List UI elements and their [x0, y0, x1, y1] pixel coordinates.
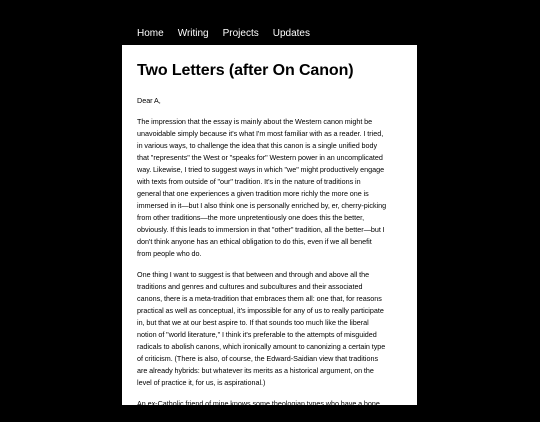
- paragraph-2-line: One thing I want to suggest is that between and through and above all the: [137, 270, 370, 279]
- paragraph-1-line: general that one experiences a given tradition more richly the more one is: [137, 189, 369, 198]
- paragraph-2-line: practical as well as conceptual, it's impossible for any of us to really participate: [137, 306, 384, 315]
- paragraph-2-line: canons, there is a meta-tradition that embraces them all: one that, for reasons: [137, 294, 382, 303]
- paragraph-2-line: of criticism. (There is also, of course, the Edward-Saidian view that traditions: [137, 354, 379, 363]
- paragraph-2-line: traditions and genres and cultures and subcultures and their associated: [137, 282, 363, 291]
- paragraph-2-line: in, but that we at our best aspire to. If that sounds too much like the liberal: [137, 318, 369, 327]
- paragraph-1-line: in various ways, to challenge the idea that this canon is a single unified body: [137, 141, 378, 150]
- paragraph-1: [137, 116, 402, 260]
- paragraph-1-line: with texts from outside of "our" tradition. It's in the nature of traditions in: [137, 177, 361, 186]
- paragraph-1-line: immersed in it—but I also think one is personally enriched by, er, cherry-picking: [137, 201, 387, 210]
- article-body: [122, 45, 417, 422]
- paragraph-1-line: don't think anyone has an ethical obligation to do this, even if we all benefit: [137, 237, 372, 246]
- salutation: Dear A,: [137, 96, 161, 105]
- paragraph-1-line: unavoidable simply because it's what I'm most familiar with as a reader. I tried,: [137, 129, 384, 138]
- page-title: Two Letters (after On Canon): [137, 62, 354, 79]
- paragraph-2-line: level of practice it, for us, is aspirational.): [137, 378, 266, 387]
- paragraph-3: [137, 398, 402, 422]
- nav-writing-link[interactable]: Writing: [177, 28, 209, 39]
- top-nav: [137, 27, 310, 41]
- nav-home-link[interactable]: Home: [137, 28, 164, 39]
- paragraph-2-line: are already hybrids: but whatever its merits as a historical argument, on the: [137, 366, 374, 375]
- paragraph-2-line: notion of "world literature," I think it's preferable to the attempts of misguided: [137, 330, 377, 339]
- paragraph-1-line: from other traditions—the more unpretentiously one does this the better,: [137, 213, 365, 222]
- paragraph-2: [137, 269, 402, 389]
- nav-updates-link[interactable]: Updates: [272, 28, 310, 39]
- paragraph-1-line: that "represents" the West or "speaks for" Western power in an uncomplicated: [137, 153, 383, 162]
- paragraph-1-line: obviously. If this leads to immersion in that "other" tradition, all the better—but I: [137, 225, 385, 234]
- paragraph-3-line: An ex-Catholic friend of mine knows some theologian types who have a bone: [137, 399, 380, 408]
- paragraph-1-line: way. Likewise, I tried to suggest ways in which "we" might productively engage: [137, 165, 385, 174]
- article-panel: [122, 45, 417, 420]
- paragraph-3-line: to pick with me about the problem of the canon being already in the past...: [137, 411, 370, 420]
- nav-projects-link[interactable]: Projects: [222, 28, 259, 39]
- paragraph-2-line: radicals to abolish canons, which ironically amount to canonizing a certain type: [137, 342, 386, 351]
- paragraph-1-line: The impression that the essay is mainly about the Western canon might be: [137, 117, 373, 126]
- paragraph-1-line: from people who do.: [137, 249, 202, 258]
